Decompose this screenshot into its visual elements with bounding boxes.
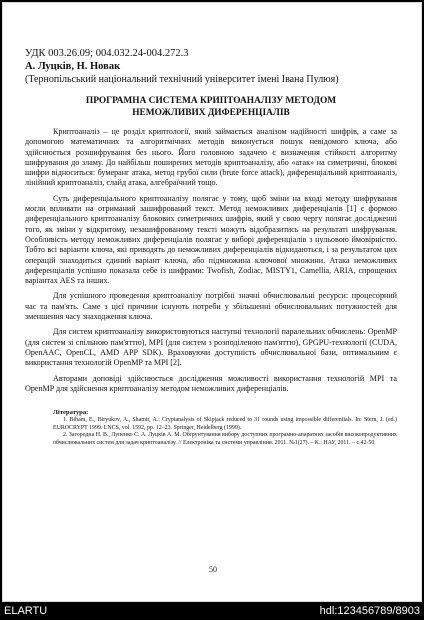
paragraph: Для систем криптоаналізу використовуються наступні технології паралельних обчислень: OpenMP (для систем зі спільною пам'яттю), MPI (для систем з розподіленою пам'яттю), GPGPU-технології (CUDA, OpenAAC, OpenCL, AMD APP SDK). Враховуючи доступність обчислювальної бази, оптимальним є використання технологій OpenMP та MPI [2]. bbox=[25, 327, 397, 368]
paper-page bbox=[2, 2, 422, 602]
udk-code: УДК 003.26.09; 004.032.24-004.272.3 bbox=[25, 48, 189, 59]
paragraph: Авторами доповіді здійснюється дослідження можливості використання технологій MPI та OpenMP для здійснення криптоаналізу методом неможливих диференціалів. bbox=[25, 373, 397, 393]
page-content bbox=[25, 47, 397, 448]
paragraph: Для успішного проведення криптоаналізу потрібні значні обчислювальні ресурси: процесорний час та пам'ять. Саме з цієї причини існують потреби у збільшенні обчислювальних потужностей для зменшення часу знаходження ключа. bbox=[25, 291, 397, 322]
repository-label: ELARTU bbox=[4, 605, 48, 617]
reference-item: 2. Загородна Н. В., Лупенко С. А. Луцків А. М. Обґрунтування вибору доступних програмно-апаратних засобів високопродуктивних обчислювальних систем для задач криптоаналізу. // Електроніка та системи управління. 2011. №1(27). – К.: НАУ, 2011. – с.42-50. bbox=[53, 432, 397, 446]
paragraph: Суть диференціального криптоаналізу полягає у тому, щоб зміни на вході методу шифрування могли впливати на отриманий зашифрований текст. Метод неможливих диференціалів [1] є формою диференціального криптоаналізу блокових симетричних шифрів, який у свою чергу полягає дослідженні того, як зміни у відкритому, незашифрованому тексті можуть відобразитись на результаті шифрування. Особливість методу неможливих диференціалів полягає у виборі диференціалів з нульовою ймовірністю. Тобто всі варіанти ключа, які приводять до неможливих диференціалів відкидаються, і за результатом цих операцій знаходиться єдиний варіант ключа, або підмножина ключової множини. Атака неможливих диференціалів успішно показала себе із шифрами: Twofish, Zodiac, MISTY1, Camellia, ARIA, спрощених варіантах AES та інших. bbox=[25, 193, 397, 286]
references bbox=[25, 408, 397, 447]
affiliation: (Тернопільський національний технічний університет імені Івана Пулюя) bbox=[25, 74, 339, 85]
authors: А. Луцків, Н. Новак bbox=[25, 61, 121, 72]
reference-item: 1. Biham, E., Biryukov, A., Shamir, A.: Cryptanalysis of Skipjack reduced to 31 rounds using impossible differentials. In: Stern, J. (ed.) EUROCRYPT 1999. LNCS, vol. 1592, pp. 12–23. Springer, Heidelberg (1999). bbox=[53, 417, 397, 431]
viewer-footer-bar bbox=[0, 602, 424, 620]
page-number: 50 bbox=[209, 565, 217, 574]
handle-identifier: hdl:123456789/8903 bbox=[319, 605, 420, 617]
paragraph: Криптоаналіз – це розділ криптології, який займається аналізом надійності шифрів, а саме за допомогою математичних та алгоритмічних методів виконується пошук невідомого ключа, або здійснюється розшифрування без нього. Його головною задачею є визначення стійкості алгоритму шифрування до зламу. До найбільш поширених методів криптоаналізу, або «атак» на симетричні, блокові шифри відноситься: бумеранг атака, метод грубої сили (brute force attack), диференціальний криптоаналіз, лінійний криптоаналіз, слайд атака, алгебраїчний тощо. bbox=[25, 127, 397, 188]
paper-title: ПРОГРАМНА СИСТЕМА КРИПТОАНАЛІЗУ МЕТОДОМ НЕМОЖЛИВИХ ДИФЕРЕНЦІАЛІВ bbox=[85, 96, 337, 118]
references-heading: Література: bbox=[53, 409, 89, 417]
paper-body bbox=[25, 127, 397, 394]
